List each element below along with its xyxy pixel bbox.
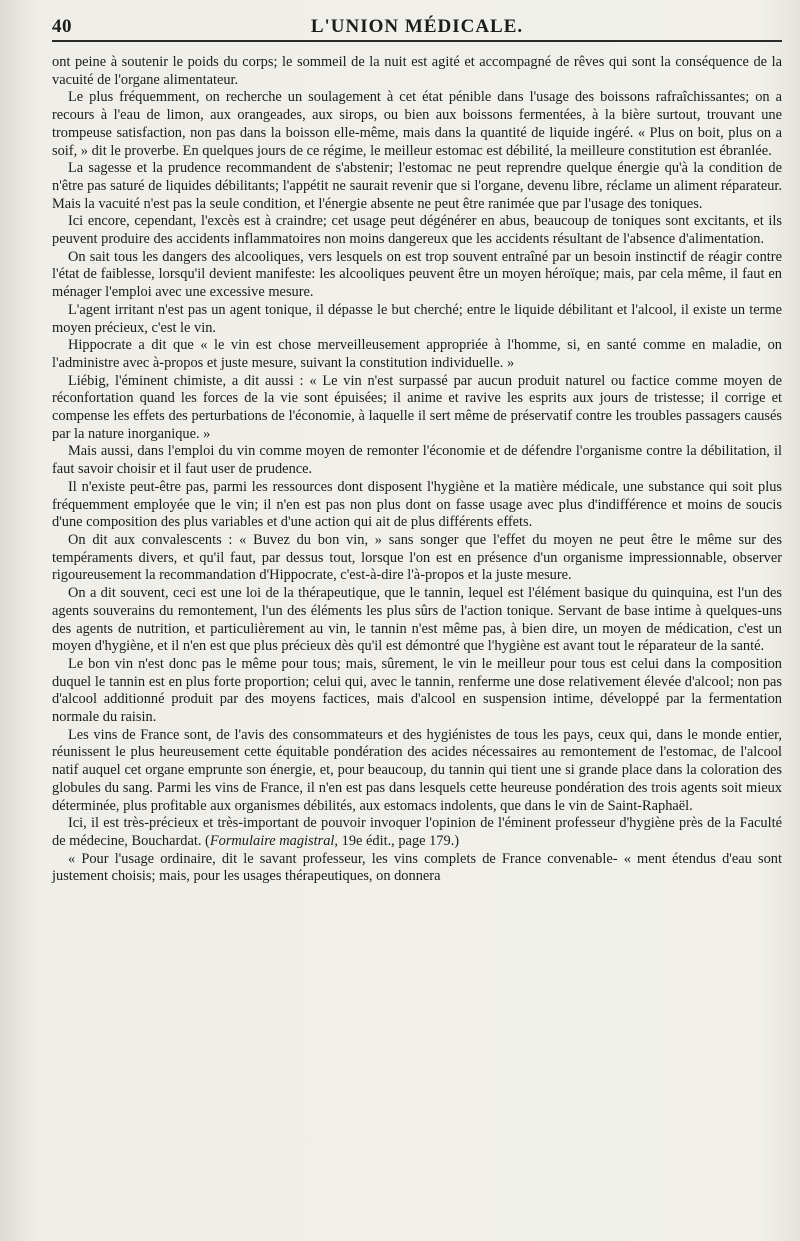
citation-text: Ici, il est très-précieux et très-important de pouvoir invoquer l'opinion de l'éminent professeur d'hygiène près de la Faculté de médecine, Bouchardat. ( xyxy=(52,815,782,849)
paragraph: On dit aux convalescents : « Buvez du bon vin, » sans songer que l'effet du moyen ne peut être le même sur des tempéraments divers, et qu'il faut, par dessus tout, lorsque l'on est en présence d'un organisme impressionnable, observer rigoureusement la recommandation d'Hippocrate, c'est-à-dire l'à-propos et la juste mesure. xyxy=(52,531,782,584)
paragraph: Mais aussi, dans l'emploi du vin comme moyen de remonter l'économie et de défendre l'organisme contre la débilitation, il faut savoir choisir et il faut user de prudence. xyxy=(52,443,782,478)
paragraph: Le plus fréquemment, on recherche un soulagement à cet état pénible dans l'usage des boissons rafraîchissantes; on a recours à l'eau de limon, aux orangeades, aux sirops, ou bien aux boissons fermentées, à la bière surtout, trouvant une trompeuse satisfaction, non pas dans la boisson elle-même, mais dans la quantité de liquide ingéré. « Plus on boit, plus on a soif, » dit le proverbe. En quelques jours de ce régime, le meilleur estomac est débilité, la meilleure constitution est ébranlée. xyxy=(52,89,782,159)
paragraph: ont peine à soutenir le poids du corps; le sommeil de la nuit est agité et accompagné de rêves qui sont la conséquence de la vacuité de l'organe alimentateur. xyxy=(52,54,782,88)
page-number: 40 xyxy=(52,16,72,37)
citation-reference: , 19e édit., page 179.) xyxy=(334,832,460,849)
paragraph: La sagesse et la prudence recommandent de s'abstenir; l'estomac ne peut reprendre quelque énergie qu'à la condition de n'être pas saturé de liquides débilitants; l'appétit ne saurait revenir que si l'organe, devenu libre, réclame un aliment réparateur. Mais la vacuité n'est pas la seule condition, et l'énergie absente ne peut être ranimée que par l'usage des toniques. xyxy=(52,160,782,212)
paragraph: Il n'existe peut-être pas, parmi les ressources dont disposent l'hygiène et la matière médicale, une substance qui soit plus fréquemment employée que le vin; il n'en est pas non plus dont on fasse usage avec plus d'indifférence et moins de soucis d'une composition des plus variables et d'une action qui ait de plus différents effets. xyxy=(52,478,782,531)
paragraph: On a dit souvent, ceci est une loi de la thérapeutique, que le tannin, lequel est l'élément basique du quinquina, est l'un des agents souverains du remontement, l'un des éléments les plus sûrs de l'action tonique. Servant de base intime à quelques-uns des agents de nutrition, et particulièrement au vin, le tannin n'est même pas, à bien dire, un moyen de médication, c'est un moyen d'hygiène, et il n'en est que plus précieux dès qu'il est démontré que l'hygiène est avant tout le réparateur de la santé. xyxy=(52,585,782,655)
paragraph: Liébig, l'éminent chimiste, a dit aussi : « Le vin n'est surpassé par aucun produit naturel ou factice comme moyen de réconfortation quand les forces de la vie sont épuisées; il anime et ravive les esprits aux jours de tristesse; il corrige et compense les effets des perturbations de l'économie, à laquelle il sert même de préservatif contre les troubles passagers causés par la nature inorganique. » xyxy=(52,372,782,442)
paragraph: Ici encore, cependant, l'excès est à craindre; cet usage peut dégénérer en abus, beaucoup de toniques sont excitants, et ils peuvent produire des accidents inflammatoires non moins dangereux que les accidents résultant de l'absence d'alimentation. xyxy=(52,213,782,248)
journal-title: L'UNION MÉDICALE. xyxy=(310,16,524,37)
paragraph: L'agent irritant n'est pas un agent tonique, il dépasse le but cherché; entre le liquide débilitant et l'alcool, il existe un terme moyen précieux, c'est le vin. xyxy=(52,301,782,336)
paragraph: Le bon vin n'est donc pas le même pour tous; mais, sûrement, le vin le meilleur pour tous est celui dans la composition duquel le tannin est en plus forte proportion; celui qui, avec le tannin, renferme une dose relativement élevée d'alcool; non pas d'alcool additionné produit par des moyens factices, mais d'alcool en suspension intime, développé par la fermentation normale du raisin. xyxy=(52,655,782,726)
book-title: Formulaire magistral xyxy=(209,832,335,849)
paragraph: Hippocrate a dit que « le vin est chose merveilleusement appropriée à l'homme, si, en santé comme en maladie, on l'administre avec à-propos et juste mesure, suivant la constitution individuelle. » xyxy=(52,337,782,371)
paragraph: Les vins de France sont, de l'avis des consommateurs et des hygiénistes de tous les pays, ceux qui, dans le monde entier, réunissent le plus heureusement cette équitable pondération des acides nécessaires au remontement de l'estomac, de l'alcool natif auquel cet organe emprunte son énergie, et, pour beaucoup, du tannin qui tient une si grande place dans la coloration des globules du sang. Parmi les vins de France, il n'en est pas dans lesquels cette heureuse pondération des trois agents soit mieux déterminée, plus profitable aux organismes débilités, aux estomacs indolents, que dans le vin de Saint-Raphaël. xyxy=(52,726,782,814)
article-body xyxy=(52,54,782,886)
citation-paragraph xyxy=(52,815,782,850)
paragraph: On sait tous les dangers des alcooliques, vers lesquels on est trop souvent entraîné par un besoin instinctif de réagir contre l'état de faiblesse, lorsqu'il devient manifeste: les alcooliques peuvent être un moyen héroïque; mais, par cela même, il faut en ménager l'emploi avec une excessive mesure. xyxy=(52,248,782,301)
running-head xyxy=(52,10,782,42)
quotation-paragraph: « Pour l'usage ordinaire, dit le savant professeur, les vins complets de France convenable- « ment étendus d'eau sont justement choisis; mais, pour les usages thérapeutiques, on donnera xyxy=(52,850,782,885)
